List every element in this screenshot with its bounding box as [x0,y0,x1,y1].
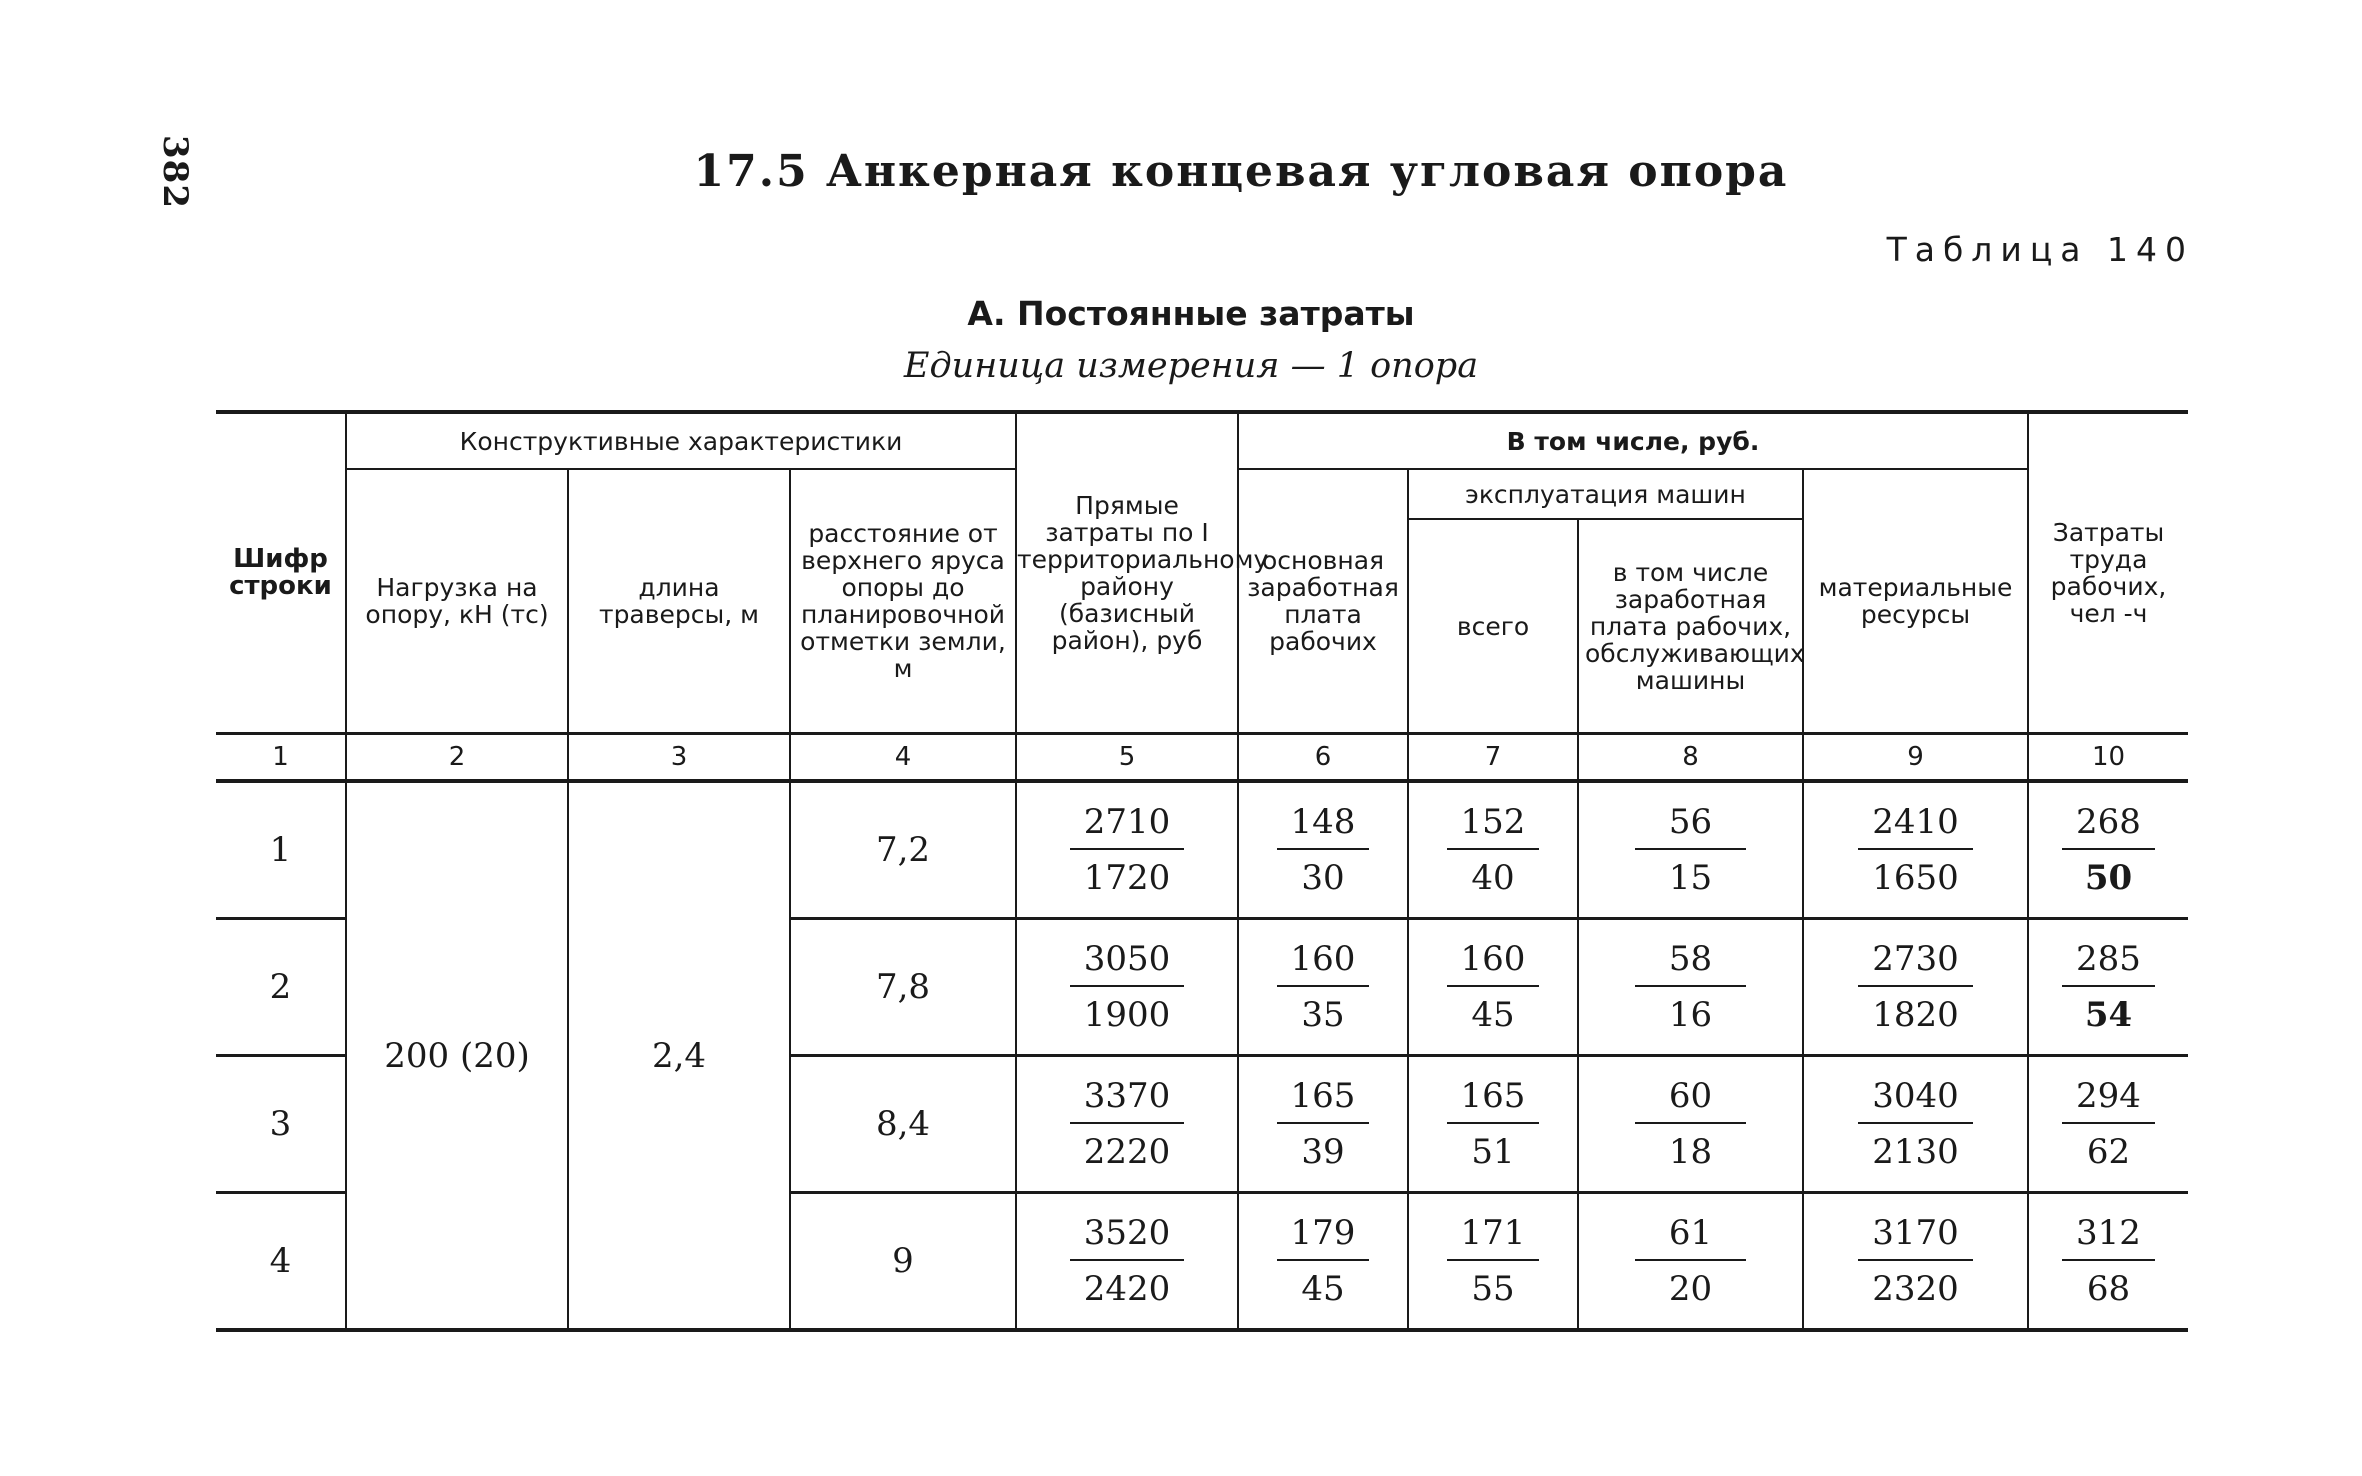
fraction-numerator: 61 [1635,1211,1746,1261]
fraction-numerator: 165 [1447,1074,1540,1124]
labor-cell [2028,1193,2188,1331]
fraction-numerator: 160 [1447,937,1540,987]
machines-wage-cell [1578,919,1803,1056]
fraction-denominator: 45 [1471,995,1515,1035]
col-number: 7 [1408,734,1578,782]
row-code: 1 [269,830,292,870]
fraction-denominator: 16 [1668,995,1713,1035]
fraction-denominator: 15 [1668,858,1713,898]
fraction-denominator: 62 [2086,1132,2131,1172]
header-machines-total: всего [1408,519,1578,734]
fraction-numerator: 3370 [1070,1074,1185,1124]
fraction-numerator: 3170 [1858,1211,1973,1261]
fraction-numerator: 3040 [1858,1074,1973,1124]
fraction-denominator: 2420 [1083,1269,1171,1309]
row-code: 2 [269,967,292,1007]
header-machines-wage: в том числе заработная плата рабочих, обслуживающих машины [1578,519,1803,734]
col-number: 5 [1016,734,1238,782]
col-number: 1 [216,734,346,782]
direct-costs-cell [1016,781,1238,919]
col-number: 9 [1803,734,2028,782]
header-group-machines: эксплуатация машин [1408,469,1803,519]
labor-cell [2028,781,2188,919]
header-group-constructive: Конструктивные характеристики [346,412,1016,469]
base-wage-cell [1238,781,1408,919]
page-number: 382 [154,135,195,209]
col-number: 4 [790,734,1016,782]
distance-value: 7,8 [790,919,1016,1056]
fraction-numerator: 2710 [1070,800,1185,850]
fraction-numerator: 2410 [1858,800,1973,850]
fraction-denominator: 1720 [1083,858,1171,898]
col-number: 3 [568,734,790,782]
fraction-numerator: 152 [1447,800,1540,850]
load-value: 200 (20) [346,781,568,1330]
table-body [216,781,2188,1330]
distance-value: 9 [790,1193,1016,1331]
fraction-numerator: 2730 [1858,937,1973,987]
fraction-numerator: 312 [2062,1211,2155,1261]
fraction-numerator: 3520 [1070,1211,1185,1261]
fraction-numerator: 56 [1635,800,1746,850]
machines-total-cell [1408,781,1578,919]
materials-cell [1803,1193,2028,1331]
fraction-denominator: 45 [1301,1269,1345,1309]
machines-wage-cell [1578,781,1803,919]
fraction-numerator: 60 [1635,1074,1746,1124]
fraction-numerator: 148 [1277,800,1370,850]
fraction-denominator: 2130 [1872,1132,1959,1172]
table-header [216,412,2188,781]
header-distance: расстояние от верхнего яруса опоры до планировочной отметки земли, м [790,469,1016,734]
distance-value: 7,2 [790,781,1016,919]
fraction-denominator: 1650 [1872,858,1959,898]
direct-costs-cell [1016,919,1238,1056]
fraction-numerator: 294 [2062,1074,2155,1124]
unit-of-measure: Единица измерения — 1 опора [903,346,1479,386]
header-traverse: длина траверсы, м [568,469,790,734]
fraction-numerator: 160 [1277,937,1370,987]
direct-costs-cell [1016,1193,1238,1331]
fraction-numerator: 3050 [1070,937,1185,987]
machines-wage-cell [1578,1193,1803,1331]
fraction-numerator: 268 [2062,800,2155,850]
fraction-denominator: 1900 [1083,995,1171,1035]
row-code: 4 [269,1241,292,1281]
table-row [216,781,2188,919]
machines-wage-cell [1578,1056,1803,1193]
direct-costs-cell [1016,1056,1238,1193]
table-label: Таблица 140 [1886,230,2194,269]
fraction-denominator: 50 [2084,858,2133,898]
fraction-denominator: 1820 [1872,995,1959,1035]
fraction-denominator: 51 [1471,1132,1515,1172]
col-number: 8 [1578,734,1803,782]
header-load: Нагрузка на опору, кН (тс) [346,469,568,734]
fraction-denominator: 2320 [1872,1269,1959,1309]
fraction-denominator: 20 [1668,1269,1713,1309]
materials-cell [1803,919,2028,1056]
col-number: 2 [346,734,568,782]
labor-cell [2028,1056,2188,1193]
fraction-denominator: 18 [1668,1132,1713,1172]
header-labor: Затраты труда рабочих, чел -ч [2028,412,2188,734]
fraction-numerator: 58 [1635,937,1746,987]
header-base-wage: основная заработная плата рабочих [1238,469,1408,734]
base-wage-cell [1238,1193,1408,1331]
fraction-denominator: 54 [2084,995,2133,1035]
base-wage-cell [1238,919,1408,1056]
base-wage-cell [1238,1056,1408,1193]
traverse-value: 2,4 [568,781,790,1330]
fraction-numerator: 171 [1447,1211,1540,1261]
materials-cell [1803,1056,2028,1193]
header-group-including: В том числе, руб. [1238,412,2028,469]
fraction-denominator: 30 [1301,858,1345,898]
fraction-denominator: 35 [1301,995,1345,1035]
fraction-numerator: 179 [1277,1211,1370,1261]
header-materials: материальные ресурсы [1803,469,2028,734]
fraction-denominator: 39 [1301,1132,1345,1172]
fraction-denominator: 2220 [1083,1132,1171,1172]
fraction-denominator: 68 [2086,1269,2131,1309]
fraction-numerator: 285 [2062,937,2155,987]
cost-table [216,410,2188,1332]
fraction-denominator: 40 [1471,858,1515,898]
fraction-numerator: 165 [1277,1074,1370,1124]
row-code: 3 [269,1104,292,1144]
header-code: Шифр строки [229,544,332,601]
machines-total-cell [1408,1056,1578,1193]
machines-total-cell [1408,919,1578,1056]
materials-cell [1803,781,2028,919]
fraction-denominator: 55 [1471,1269,1515,1309]
header-direct-costs: Прямые затраты по I территориальному району (базисный район), руб [1016,412,1238,734]
section-title: 17.5 Анкерная концевая угловая опора [693,146,1789,197]
labor-cell [2028,919,2188,1056]
table-subtitle: А. Постоянные затраты [967,294,1415,333]
machines-total-cell [1408,1193,1578,1331]
distance-value: 8,4 [790,1056,1016,1193]
col-number: 10 [2028,734,2188,782]
col-number: 6 [1238,734,1408,782]
